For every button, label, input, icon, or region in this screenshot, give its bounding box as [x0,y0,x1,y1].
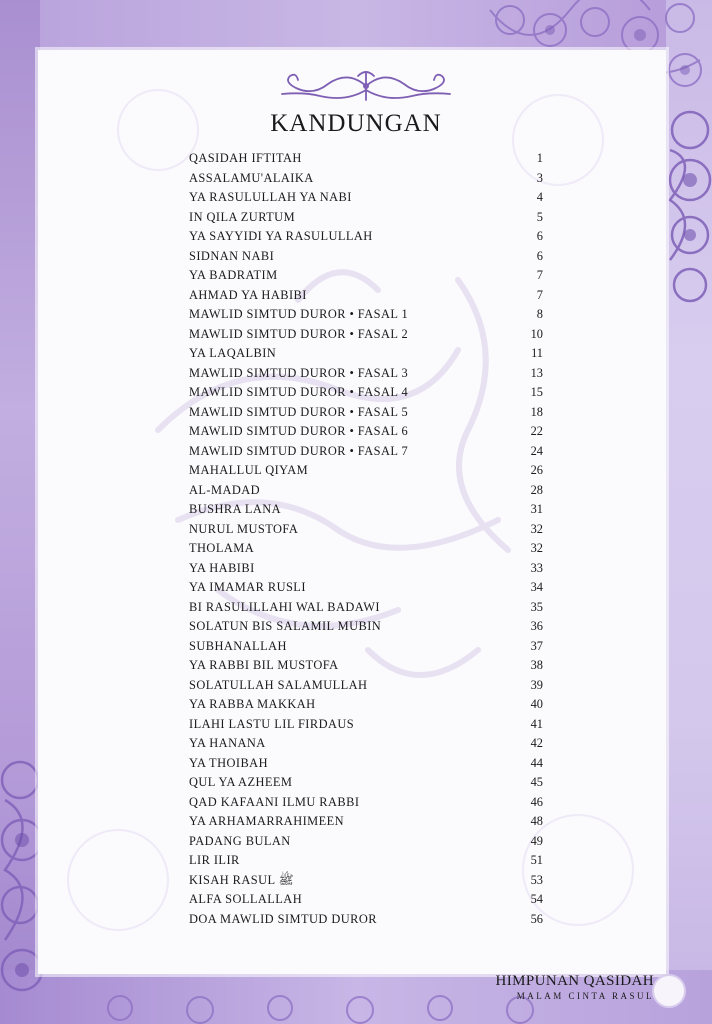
toc-entry[interactable] [189,617,545,637]
toc-entry[interactable] [189,656,545,676]
toc-entry[interactable] [189,169,545,189]
toc-entry[interactable] [189,715,545,735]
toc-entry-title: AHMAD YA HABIBI [189,287,307,302]
toc-entry-page: 24 [530,443,543,458]
toc-entry[interactable] [189,325,545,345]
toc-entry-title: SOLATUN BIS SALAMIL MUBIN [189,619,382,633]
toc-entry[interactable] [189,637,545,657]
toc-entry-page: 45 [530,775,543,789]
toc-entry[interactable] [189,793,545,813]
toc-entry-page: 32 [530,521,543,536]
toc-entry[interactable] [189,247,545,267]
toc-entry-page: 8 [536,307,543,321]
toc-entry[interactable] [189,676,545,696]
toc-entry[interactable] [189,559,545,579]
toc-entry-page: 10 [530,326,543,341]
toc-entry-title: ALFA SOLLALLAH [189,892,303,906]
toc-entry-page: 3 [536,170,543,185]
toc-entry[interactable] [189,461,545,481]
toc-entry[interactable] [189,383,545,403]
toc-entry-page: 18 [530,404,543,419]
toc-entry[interactable] [189,208,545,228]
toc-entry-page: 11 [531,346,543,360]
toc-entry[interactable] [189,539,545,559]
toc-entry-page: 38 [530,658,543,672]
toc-entry-page: 26 [530,463,543,477]
toc-entry[interactable] [189,188,545,208]
toc-entry-title: MAWLID SIMTUD DUROR • FASAL 6 [189,424,409,438]
toc-entry-page: 54 [530,892,543,906]
toc-entry-page: 22 [530,424,543,438]
toc-entry-page: 48 [530,814,543,828]
toc-entry-page: 7 [536,287,543,302]
book-subtitle: MALAM CINTA RASUL [516,991,654,1001]
toc-entry-title: SOLATULLAH SALAMULLAH [189,677,368,692]
toc-entry-title: DOA MAWLID SIMTUD DUROR [189,911,377,926]
toc-entry-page: 35 [530,599,543,614]
toc-entry-title: YA LAQALBIN [189,346,277,360]
toc-entry-title: LIR ILIR [189,853,240,867]
toc-entry[interactable] [189,481,545,501]
toc-entry-title: QASIDAH IFTITAH [189,151,302,165]
toc-entry-page: 42 [530,736,543,750]
toc-entry-title: QAD KAFAANI ILMU RABBI [189,794,360,809]
toc-entry[interactable] [189,851,545,871]
toc-entry[interactable] [189,305,545,325]
toc-entry[interactable] [189,286,545,306]
toc-entry[interactable] [189,344,545,364]
toc-entry-page: 5 [536,209,543,224]
toc-entry-title: ASSALAMU'ALAIKA [189,170,314,185]
toc-entry[interactable] [189,598,545,618]
toc-entry[interactable] [189,500,545,520]
toc-entry-title: YA ARHAMARRAHIMEEN [189,814,345,828]
toc-entry[interactable] [189,364,545,384]
toc-entry-title: MAWLID SIMTUD DUROR • FASAL 5 [189,404,409,419]
toc-entry-page: 41 [530,716,543,731]
toc-entry-page: 7 [536,268,543,282]
toc-entry-page: 37 [530,638,543,653]
toc-entry[interactable] [189,403,545,423]
toc-entry[interactable] [189,812,545,832]
toc-entry-page: 53 [530,872,543,887]
toc-entry-title: QUL YA AZHEEM [189,775,293,789]
toc-entry[interactable] [189,520,545,540]
toc-entry-title: MAWLID SIMTUD DUROR • FASAL 2 [189,326,409,341]
toc-entry[interactable] [189,871,545,891]
toc-entry-title: BUSHRA LANA [189,502,282,516]
toc-entry-title: MAWLID SIMTUD DUROR • FASAL 3 [189,365,409,380]
toc-entry-page: 6 [536,229,543,243]
toc-entry-title: SIDNAN NABI [189,248,275,263]
page-number-circle [654,976,684,1006]
toc-entry-title: MAWLID SIMTUD DUROR • FASAL 1 [189,307,409,321]
toc-entry-title: MAWLID SIMTUD DUROR • FASAL 4 [189,385,409,399]
toc-entry-page: 28 [530,482,543,497]
title-ornament [268,66,464,106]
toc-entry-title: YA RABBA MAKKAH [189,697,316,711]
toc-entry-title: AL-MADAD [189,482,261,497]
toc-entry-title: YA SAYYIDI YA RASULULLAH [189,229,373,243]
toc-entry-title: YA THOIBAH [189,755,268,770]
toc-entry-title: BI RASULILLAHI WAL BADAWI [189,599,380,614]
toc-entry-title: MAWLID SIMTUD DUROR • FASAL 7 [189,443,409,458]
toc-entry-title: YA RASULULLAH YA NABI [189,190,352,204]
toc-entry[interactable] [189,734,545,754]
toc-entry-title: YA BADRATIM [189,268,278,282]
toc-entry-title: MAHALLUL QIYAM [189,463,309,477]
toc-entry[interactable] [189,578,545,598]
toc-entry-page: 15 [530,385,543,399]
frame-right [666,0,712,1024]
toc-entry-title: THOLAMA [189,541,255,555]
toc-entry-page: 56 [530,911,543,926]
toc-entry-page: 51 [530,853,543,867]
toc-entry-title: ILAHI LASTU LIL FIRDAUS [189,716,355,731]
toc-entry-page: 46 [530,794,543,809]
toc-entry[interactable] [189,754,545,774]
toc-entry-page: 13 [530,365,543,380]
toc-entry-page: 1 [536,151,543,165]
toc-entry[interactable] [189,149,545,169]
toc-entry-page: 36 [530,619,543,633]
toc-entry[interactable] [189,422,545,442]
toc-entry-page: 4 [536,190,543,204]
table-of-contents [189,149,545,929]
book-footer [496,973,655,1002]
toc-entry[interactable] [189,910,545,930]
book-title: HIMPUNAN QASIDAH [495,973,654,989]
toc-entry-title: SUBHANALLAH [189,638,287,653]
toc-entry-page: 34 [530,580,543,594]
toc-entry[interactable] [189,442,545,462]
toc-entry-page: 31 [530,502,543,516]
page-title: KANDUNGAN [270,110,442,137]
toc-entry-page: 44 [530,755,543,770]
toc-entry[interactable] [189,266,545,286]
frame-top [0,0,712,50]
toc-entry-title: YA IMAMAR RUSLI [189,580,306,594]
toc-entry[interactable] [189,773,545,793]
toc-entry[interactable] [189,832,545,852]
toc-entry[interactable] [189,890,545,910]
toc-entry-title: IN QILA ZURTUM [189,209,296,224]
toc-entry-page: 39 [530,677,543,692]
toc-entry-page: 6 [536,248,543,263]
toc-entry[interactable] [189,227,545,247]
toc-entry-title: YA HABIBI [189,560,255,575]
toc-entry-page: 33 [530,560,543,575]
toc-entry-title: YA HANANA [189,736,266,750]
toc-entry-title: KISAH RASUL ﷺ [189,872,294,887]
toc-entry-page: 49 [530,833,543,848]
frame-left [0,0,40,1024]
toc-entry-title: PADANG BULAN [189,833,291,848]
toc-entry-page: 32 [530,541,543,555]
toc-entry-title: NURUL MUSTOFA [189,521,299,536]
toc-entry-page: 40 [530,697,543,711]
toc-entry[interactable] [189,695,545,715]
toc-entry-title: YA RABBI BIL MUSTOFA [189,658,339,672]
